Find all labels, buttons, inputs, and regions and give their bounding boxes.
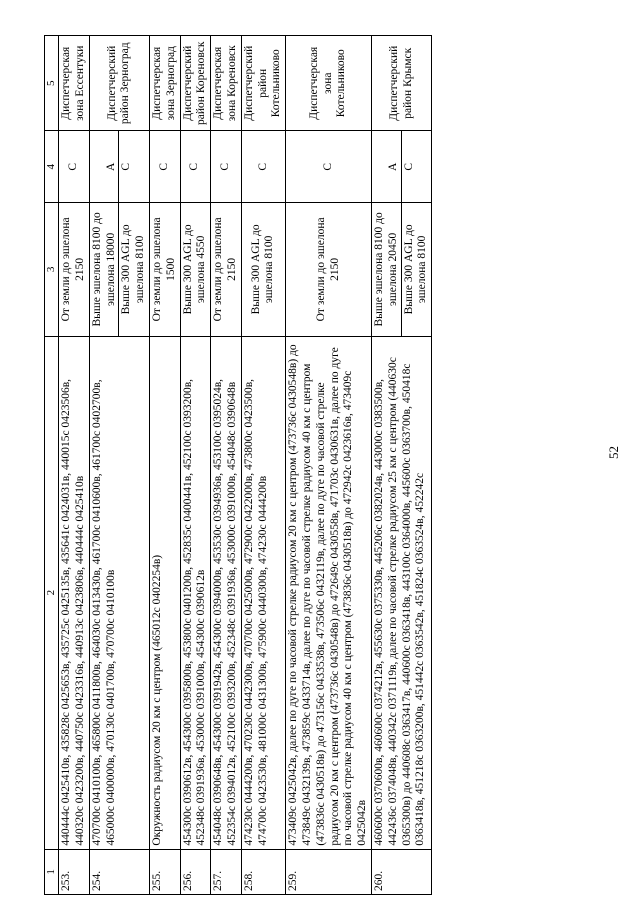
page-number: 52 — [606, 446, 621, 459]
height-range: От земли до эшелона 2150 — [212, 217, 238, 322]
row-heights — [59, 203, 90, 337]
row-zone: Диспетчерский район Крымск — [371, 36, 431, 131]
row-coordinates: 460600с 0370600в, 460600с 0374212в, 455630с 0375330в, 445206с 0382024в, 443000с 0383500в, 442436с 0374048в, 440342с 0371119в, далее по часовой стрелке радиусом 25 км с центром (440630с 0365300в) до 440608с 0363417в, 440600с 0363418в, 443100с 0364000в, 445600с 0363700в, 450418с 0363418в, 451218с 0363200в, 451442с 0363542в, 451824с 0363524в, 452242с — [371, 336, 431, 849]
row-number: 258. — [241, 849, 285, 894]
header-col-2: 2 — [45, 336, 59, 849]
airspace-table — [44, 35, 432, 895]
height-range: Выше 300 AGL до эшелона 8100 — [249, 224, 276, 315]
height-range: От земли до эшелона 2150 — [314, 217, 341, 322]
row-coordinates: 470700с 0410100в, 465800с 0411800в, 464030с 0413430в, 461700с 0410600в, 461700с 0402700в, 465000с 0400000в, 470130с 0401700в, 470700с 0410100в — [89, 336, 149, 849]
header-col-1: 1 — [45, 849, 59, 894]
table-row — [59, 36, 90, 895]
airspace-class: С — [188, 162, 201, 171]
row-zone: Диспетчерская зона Котельниково — [286, 36, 372, 131]
airspace-class: С — [67, 162, 80, 171]
row-number: 259. — [286, 849, 372, 894]
height-range: Выше 300 AGL до эшелона 8100 — [401, 203, 431, 336]
height-range: Выше 300 AGL до эшелона 8100 — [118, 203, 148, 336]
row-number: 255. — [149, 849, 180, 894]
row-coordinates: 440444с 0425410в, 435828с 0425653в, 435725с 0425135в, 435641с 0424031в, 440015с 0423506в, 440320с 0423200в, 440750с 0423316в, 440913с 0423806в, 440444с 0425410в — [59, 336, 90, 849]
airspace-class: С — [401, 131, 417, 202]
row-zone: Диспетчерский район Кореновск — [180, 36, 211, 131]
row-zone: Диспетчерская зона Кореновск — [211, 36, 242, 131]
row-heights — [286, 203, 372, 337]
airspace-class: С — [118, 131, 134, 202]
row-heights — [371, 203, 431, 337]
height-range: От земли до эшелона 1500 — [150, 217, 177, 322]
table-row — [180, 36, 211, 895]
row-heights — [211, 203, 242, 337]
row-zone: Диспетчерская зона Ессентуки — [59, 36, 90, 131]
airspace-class: А — [104, 162, 117, 171]
row-classes — [180, 131, 211, 203]
row-classes — [286, 131, 372, 203]
airspace-class: С — [157, 162, 170, 171]
row-classes — [211, 131, 242, 203]
table-row — [286, 36, 372, 895]
row-coordinates: 454300с 0390612в, 454300с 0395800в, 453800с 0401200в, 452835с 0400441в, 452100с 0393200в, 452348с 0391936в, 453000с 0391000в, 454300с 0390612в — [180, 336, 211, 849]
airspace-class: С — [219, 162, 232, 171]
airspace-class: С — [256, 162, 269, 171]
row-number: 256. — [180, 849, 211, 894]
table-body — [59, 36, 432, 895]
row-heights — [180, 203, 211, 337]
row-heights — [89, 203, 149, 337]
row-number: 254. — [89, 849, 149, 894]
row-zone: Диспетчерский район Котельниково — [241, 36, 285, 131]
table-row — [89, 36, 149, 895]
row-coordinates: 474230с 0444200в, 470230с 0442300в, 470700с 0425000в, 472900с 0422000в, 473800с 0423500в, 474700с 0423530в, 481000с 0431300в, 475900с 0440300в, 474230с 0444200в — [241, 336, 285, 849]
airspace-class: А — [386, 162, 399, 171]
table-row — [149, 36, 180, 895]
row-number: 257. — [211, 849, 242, 894]
header-col-4: 4 — [45, 131, 59, 203]
row-heights — [241, 203, 285, 337]
row-coordinates: Окружность радиусом 20 км с центром (465012с 0402254в) — [149, 336, 180, 849]
row-zone: Диспетчерский район Зерноград — [89, 36, 149, 131]
row-number: 253. — [59, 849, 90, 894]
airspace-class: С — [321, 162, 334, 171]
height-range: Выше эшелона 8100 до эшелона 18000 — [90, 212, 117, 327]
row-classes — [371, 131, 431, 203]
table-row — [211, 36, 242, 895]
row-classes — [149, 131, 180, 203]
row-classes — [241, 131, 285, 203]
header-row — [45, 36, 59, 895]
row-coordinates: 473409с 0425042в, далее по дуге по часовой стрелке радиусом 20 км с центром (473736с 0430548в) до 473849с 0432139в, 473859с 0433714в, далее по дуге по часовой стрелке радиусом 40 км с центром (473836с 0430518в) до 473156с 0433538в, 473506с 0432119в, далее по дуге по часовой стрелке радиусом 20 км с центром (473736с 0430548в) до 472649с 0430558в, 471703с 0430631в, далее по дуге по часовой стрелке радиусом 40 км с центром (473836с 0430518в) до 472942с 0423616в, 473409с 0425042в — [286, 336, 372, 849]
row-classes — [89, 131, 149, 203]
table-row — [371, 36, 431, 895]
header-col-5: 5 — [45, 36, 59, 131]
row-number: 260. — [371, 849, 431, 894]
height-range: Выше эшелона 8100 до эшелона 20450 — [372, 212, 399, 327]
height-range: От земли до эшелона 2150 — [60, 217, 86, 322]
row-heights — [149, 203, 180, 337]
height-range: Выше 300 AGL до эшелона 4550 — [181, 224, 208, 315]
row-classes — [59, 131, 90, 203]
header-col-3: 3 — [45, 203, 59, 337]
row-zone: Диспетчерская зона Зерноград — [149, 36, 180, 131]
row-coordinates: 454048с 0390648в, 454300с 0391942в, 454300с 0394000в, 453530с 0394936в, 453100с 0395024в, 452354с 0394012в, 452100с 0393200в, 452348с 0391936в, 453000с 0391000в, 454048с 0390648в — [211, 336, 242, 849]
table-row — [241, 36, 285, 895]
